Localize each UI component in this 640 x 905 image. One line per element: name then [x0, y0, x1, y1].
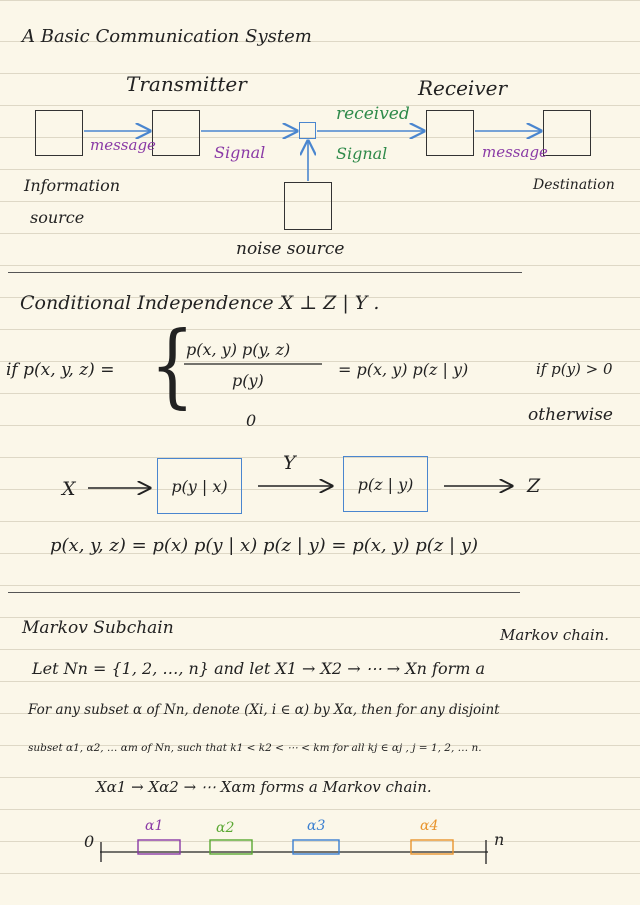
destination-label: Destination: [533, 177, 615, 193]
alpha3-label: α3: [307, 818, 326, 834]
fraction-numerator: p(x, y) p(y, z): [186, 340, 291, 359]
received-label: received: [336, 104, 410, 124]
axis-start-label: 0: [84, 832, 95, 851]
transmitter-label: Transmitter: [126, 72, 247, 96]
box-p-z-given-y: p(z | y): [343, 456, 428, 512]
alpha2-label: α2: [216, 820, 235, 836]
box-p-y-given-x: p(y | x): [157, 458, 242, 514]
condition-text: if p(y) > 0: [536, 360, 613, 378]
signal-right-label: Signal: [336, 144, 388, 163]
factorization-equation: p(x, y, z) = p(x) p(y | x) p(z | y) = p(x, y) p(z | y): [50, 535, 478, 556]
alpha1-label: α1: [145, 818, 164, 834]
info-source-label-2: source: [30, 208, 85, 227]
alpha4-label: α4: [420, 818, 439, 834]
markov-line-4: Xα1 → Xα2 → ⋯ Xαm forms a Markov chain.: [96, 778, 432, 796]
fraction-denominator: p(y): [232, 371, 264, 390]
if-lhs: if p(x, y, z) =: [6, 360, 115, 380]
signal-left-label: Signal: [214, 143, 266, 162]
section3-title: Markov Subchain: [22, 618, 174, 638]
section1-title: A Basic Communication System: [22, 26, 312, 47]
equals-rhs: = p(x, y) p(z | y): [338, 360, 469, 379]
receiver-label: Receiver: [418, 76, 508, 100]
otherwise-text: otherwise: [528, 405, 613, 425]
markov-line-3: subset α1, α2, … αm of Nn, such that k1 < k2 < ⋯ < km for all kj ∈ αj , j = 1, 2, … n.: [28, 742, 482, 754]
markov-chain-wrap: Markov chain.: [500, 626, 610, 644]
chain-y: Y: [283, 452, 296, 474]
message-left-label: message: [90, 136, 156, 154]
message-right-label: message: [482, 143, 548, 161]
section2-title: Conditional Independence X ⊥ Z | Y .: [20, 292, 380, 314]
noise-source-label: noise source: [236, 239, 345, 259]
axis-end-label: n: [494, 830, 505, 849]
markov-line-1: Let Nn = {1, 2, …, n} and let X1 → X2 → ⋯ → Xn form a: [32, 659, 486, 678]
piecewise-brace: {: [150, 311, 195, 419]
zero-case: 0: [246, 411, 257, 430]
info-source-label-1: Information: [24, 176, 121, 195]
chain-x: X: [62, 478, 76, 500]
chain-z: Z: [527, 475, 541, 497]
markov-line-2: For any subset α of Nn, denote (Xi, i ∈ α) by Xα, then for any disjoint: [28, 702, 500, 718]
